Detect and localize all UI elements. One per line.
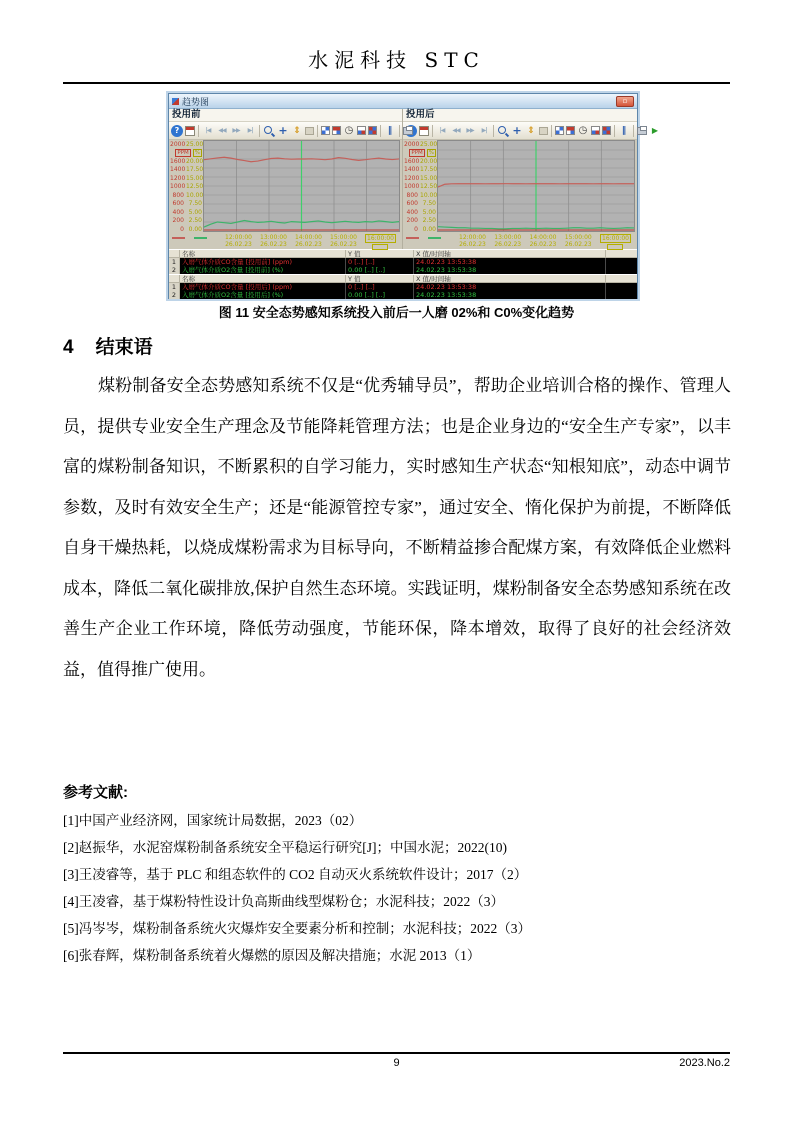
header-xvalue-cell: X 值/时间轴 [414, 275, 606, 282]
pct-tick: 0.00 [188, 225, 202, 233]
empty-cell [606, 266, 637, 274]
reference-item: [3]王凌睿等，基于 PLC 和组态软件的 CO2 自动灭火系统软件设计；2017（2） [63, 867, 528, 882]
pause-icon[interactable]: ‖ [387, 125, 393, 136]
axis-tick-row [404, 218, 436, 224]
header-name-cell: 名称 [180, 275, 346, 282]
x-label-time: 12:00:00 [225, 234, 252, 241]
panel-after-toolbar [403, 122, 659, 140]
axis-tick-row [170, 141, 202, 147]
toolbar-separator [633, 125, 634, 137]
header-yvalue-cell: Y 值 [346, 250, 414, 257]
x-axis-label [330, 234, 357, 250]
trend-data-table [169, 249, 637, 274]
panel-after-label: 投用后 [403, 109, 637, 122]
pct-unit-box: % [194, 149, 200, 156]
rewind-icon[interactable]: ◀◀ [218, 127, 226, 134]
axis-tick-row [170, 201, 202, 207]
scale-y-icon[interactable]: ⇕ [293, 125, 301, 136]
forward-icon[interactable]: ▶▶ [466, 127, 474, 134]
ppm-tick: 1200 [170, 174, 186, 182]
ppm-tick: 1000 [404, 183, 420, 190]
axis-tick-row [170, 167, 202, 173]
window-icon [172, 98, 179, 105]
go-first-icon[interactable]: |◀ [205, 127, 211, 134]
x-axis-label [600, 234, 631, 250]
layout-stack-icon[interactable] [368, 126, 377, 135]
go-first-icon[interactable]: |◀ [439, 127, 445, 134]
trend-data-table [169, 274, 637, 299]
yvalue-cell: 0 [..] [..] [346, 283, 414, 291]
toolbar-separator [259, 125, 260, 137]
x-label-time: 14:00:00 [295, 234, 322, 241]
print-icon[interactable] [637, 127, 647, 135]
ppm-tick: 2000 [170, 140, 186, 148]
pct-tick: 2.50 [188, 217, 202, 224]
pct-tick: 20.00 [186, 157, 204, 165]
axis-tick-row [404, 175, 436, 181]
section-title: 结束语 [95, 337, 153, 358]
panel-after-chart [403, 140, 637, 249]
x-label-date: 26.02.23 [529, 241, 557, 248]
rewind-icon[interactable]: ◀◀ [452, 127, 460, 134]
header-rule [63, 82, 730, 84]
time-window-icon[interactable]: ◷ [344, 125, 354, 136]
body-paragraph: 煤粉制备安全态势感知系统不仅是“优秀辅导员”，帮助企业培训合格的操作、管理人员，提供专业安全生产理念及节能降耗管理方法；也是企业身边的“安全生产专家”，以丰富的煤粉制备知识，不断累积的自学习能力，实时感知生产状态“知根知底”，动态中调节参数，及时有效安全生产；还是“能源管控专家”，通过安全、惰化保护为前提，不断降低自身干燥热耗，以烧成煤粉需求为目标导向，不断精益掺合配煤方案，有效降低企业燃料成本，降低二氧化碳排放,保护自然生态环境。实践证明，煤粉制备安全态势感知系统在改善生产企业工作环境，降低劳动强度，节能环保，降本增效，取得了良好的社会经济效益，值得推广使用。 [63, 376, 731, 679]
panel-row [169, 109, 659, 249]
date-range-icon[interactable] [419, 126, 429, 136]
pct-tick: 5.00 [188, 208, 202, 216]
axis-tick-row [404, 184, 436, 190]
references-list [63, 807, 683, 969]
trend-tables [169, 249, 637, 299]
window-title-bar[interactable] [169, 94, 637, 109]
x-label-time: 13:00:00 [260, 234, 287, 241]
legend-swatch [428, 237, 441, 239]
axis-tick-row [170, 192, 202, 198]
table-row[interactable] [169, 283, 637, 291]
header-num-cell [169, 275, 180, 282]
pct-tick: 12.50 [186, 183, 204, 190]
x-axis-labels [203, 233, 400, 250]
row-number-cell: 2 [169, 266, 180, 274]
pct-tick: 12.50 [420, 183, 438, 190]
table-row[interactable] [169, 291, 637, 299]
ppm-tick: 400 [406, 208, 418, 216]
axis-tick-row [170, 175, 202, 181]
x-axis-label [295, 234, 322, 250]
pause-icon[interactable]: ‖ [621, 125, 627, 136]
ppm-tick: 1000 [170, 183, 186, 190]
empty-cell [606, 291, 637, 299]
axis-tick-row [170, 184, 202, 190]
series-legend [172, 237, 207, 239]
toolbar-separator [380, 125, 381, 137]
axis-tick-row [404, 158, 436, 164]
xvalue-cell: 24.02.23 13:53:38 [414, 291, 606, 299]
ppm-tick: 0 [180, 225, 184, 233]
row-number-cell: 1 [169, 283, 180, 291]
ppm-tick: 600 [172, 200, 184, 207]
scale-y-icon[interactable]: ⇕ [527, 125, 535, 136]
snapshot-icon[interactable] [539, 127, 548, 135]
trend-plot-svg[interactable] [203, 140, 400, 232]
reference-item: [1]中国产业经济网，国家统计局数据，2023（02） [63, 813, 363, 828]
trend-plot-area[interactable] [437, 140, 635, 232]
table-header-row [169, 274, 637, 283]
help-icon[interactable]: ? [171, 125, 183, 137]
layout-grid-red-icon[interactable] [566, 126, 575, 135]
ppm-tick: 200 [406, 217, 418, 224]
toolbar-separator [198, 125, 199, 137]
pct-tick: 17.50 [186, 166, 204, 173]
trend-plot-svg[interactable] [437, 140, 635, 232]
pct-tick: 25.00 [420, 140, 438, 148]
go-last-icon[interactable]: ▶| [247, 127, 253, 134]
pct-tick: 15.00 [186, 174, 204, 182]
yvalue-cell: 0.00 [..] [..] [346, 291, 414, 299]
ppm-tick: 400 [172, 208, 184, 216]
time-window-icon[interactable]: ◷ [578, 125, 588, 136]
x-axis-label [459, 234, 486, 250]
section-number: 4 [63, 337, 74, 358]
panel-before-label: 投用前 [169, 109, 402, 122]
reference-item: [4]王凌睿，基于煤粉特性设计负高斯曲线型煤粉仓；水泥科技；2022（3） [63, 894, 504, 909]
series-legend [406, 237, 441, 239]
x-label-date: 26.02.23 [260, 241, 287, 248]
pct-tick: 10.00 [186, 191, 204, 199]
x-label-date: 26.02.23 [564, 241, 592, 248]
x-label-time: 13:00:00 [494, 234, 522, 241]
axis-tick-row [404, 141, 436, 147]
toolbar-separator [551, 125, 552, 137]
pct-tick: 10.00 [420, 191, 438, 199]
yvalue-cell: 0 [..] [..] [346, 258, 414, 266]
axis-unit-row [170, 150, 202, 156]
pct-tick: 2.50 [422, 217, 436, 224]
xvalue-cell: 24.02.23 13:53:38 [414, 283, 606, 291]
header-empty-cell [606, 250, 637, 257]
x-label-date: 26.02.23 [330, 241, 357, 248]
yvalue-cell: 0.00 [..] [..] [346, 266, 414, 274]
x-label-time: 15:00:00 [564, 234, 592, 241]
table-row[interactable] [169, 266, 637, 274]
close-button[interactable]: ▫ [616, 96, 634, 107]
x-label-date [372, 244, 388, 250]
pct-tick: 25.00 [186, 140, 204, 148]
window-title: 趋势图 [182, 97, 210, 108]
zoom-magnifier-icon[interactable] [497, 125, 509, 137]
pct-tick: 7.50 [188, 200, 202, 207]
page-number: 9 [393, 1057, 400, 1069]
panel-before-toolbar [169, 122, 402, 140]
pct-tick: 0.00 [422, 225, 436, 233]
panel-after [403, 109, 659, 249]
ppm-tick: 1600 [404, 157, 420, 165]
reference-item: [5]冯岑岑，煤粉制备系统火灾爆炸安全要素分析和控制；水泥科技；2022（3） [63, 921, 531, 936]
journal-header-title: 水泥科技 STC [308, 48, 485, 72]
ppm-tick: 800 [172, 191, 184, 199]
x-label-date: 26.02.23 [459, 241, 486, 248]
header-empty-cell [606, 275, 637, 282]
ppm-tick: 600 [406, 200, 418, 207]
ppm-unit-box: PPM [177, 149, 189, 156]
reference-item: [2]赵振华，水泥窑煤粉制备系统安全平稳运行研究[J]；中国水泥；2022(10) [63, 840, 507, 855]
legend-swatch [194, 237, 207, 239]
axis-tick-row [170, 226, 202, 232]
pct-tick: 20.00 [420, 157, 438, 165]
trend-window [168, 93, 659, 299]
ppm-tick: 800 [406, 191, 418, 199]
axis-unit-row [404, 150, 436, 156]
x-axis-label [225, 234, 252, 250]
name-cell: 入磨气体介质CO含量 [投用前] (ppm) [180, 258, 346, 266]
xvalue-cell: 24.02.23 13:53:38 [414, 258, 606, 266]
name-cell: 入磨气体介质CO含量 [投用后] (ppm) [180, 283, 346, 291]
axis-tick-row [404, 226, 436, 232]
x-axis-label [494, 234, 521, 250]
y-axis-gutter [169, 141, 203, 232]
trend-plot-area[interactable] [203, 140, 400, 232]
references-heading: 参考文献: [63, 784, 128, 801]
x-label-date: 26.02.23 [295, 241, 322, 248]
legend-swatch [172, 237, 185, 239]
x-label-time: 16:00:00 [367, 235, 394, 242]
references-section [63, 781, 683, 969]
pct-tick: 17.50 [420, 166, 438, 173]
print-icon[interactable] [403, 127, 413, 135]
ppm-tick: 1400 [404, 166, 420, 173]
x-label-date [607, 244, 623, 250]
x-axis-label [365, 234, 396, 250]
empty-cell [606, 258, 637, 266]
reference-item: [6]张春辉，煤粉制备系统着火爆燃的原因及解决措施；水泥 2013（1） [63, 948, 481, 963]
pan-cross-icon[interactable]: + [278, 124, 288, 137]
layout-grid-blue-icon[interactable] [555, 126, 564, 135]
ppm-tick: 1200 [404, 174, 420, 182]
header-num-cell [169, 250, 180, 257]
axis-tick-row [404, 209, 436, 215]
ppm-tick: 200 [172, 217, 184, 224]
zoom-magnifier-icon[interactable] [263, 125, 275, 137]
table-row[interactable] [169, 258, 637, 266]
y-axis-gutter [403, 141, 437, 232]
toolbar-separator [432, 125, 433, 137]
x-axis-labels [437, 233, 635, 250]
toolbar-separator [317, 125, 318, 137]
x-label-time: 15:00:00 [330, 234, 357, 241]
pct-tick: 7.50 [422, 200, 436, 207]
x-label-date: 26.02.23 [494, 241, 522, 248]
panel-before [169, 109, 403, 249]
pan-cross-icon[interactable]: + [512, 124, 522, 137]
x-label-time: 14:00:00 [529, 234, 557, 241]
pct-tick: 5.00 [422, 208, 436, 216]
header-yvalue-cell: Y 值 [346, 275, 414, 282]
export-icon[interactable]: ▶ [651, 126, 659, 135]
pct-unit-box: % [428, 149, 434, 156]
x-label-date: 26.02.23 [225, 241, 252, 248]
axis-tick-row [404, 192, 436, 198]
legend-swatch [406, 237, 419, 239]
xvalue-cell: 24.02.23 13:53:38 [414, 266, 606, 274]
layout-grid-red-icon[interactable] [332, 126, 341, 135]
axis-tick-row [170, 158, 202, 164]
pct-tick: 15.00 [420, 174, 438, 182]
header-name-cell: 名称 [180, 250, 346, 257]
ppm-tick: 1600 [170, 157, 186, 165]
ppm-tick: 1400 [170, 166, 186, 173]
axis-tick-row [170, 218, 202, 224]
layout-grid-blue-icon[interactable] [321, 126, 330, 135]
date-range-icon[interactable] [185, 126, 195, 136]
toolbar-separator [493, 125, 494, 137]
footer-rule [63, 1052, 730, 1054]
layout-tile-icon[interactable] [357, 126, 366, 135]
issue-number: 2023.No.2 [679, 1057, 730, 1069]
layout-stack-icon[interactable] [602, 126, 611, 135]
row-number-cell: 2 [169, 291, 180, 299]
go-last-icon[interactable]: ▶| [481, 127, 487, 134]
toolbar-separator [399, 125, 400, 137]
x-label-time: 16:00:00 [602, 235, 629, 242]
ppm-tick: 2000 [404, 140, 420, 148]
empty-cell [606, 283, 637, 291]
toolbar-separator [614, 125, 615, 137]
row-number-cell: 1 [169, 258, 180, 266]
axis-tick-row [170, 209, 202, 215]
x-axis-label [565, 234, 592, 250]
name-cell: 入磨气体介质O2含量 [投用前] (%) [180, 266, 346, 274]
axis-tick-row [404, 201, 436, 207]
x-axis-label [530, 234, 557, 250]
forward-icon[interactable]: ▶▶ [232, 127, 240, 134]
ppm-unit-box: PPM [411, 149, 423, 156]
section-heading [63, 332, 153, 359]
header-xvalue-cell: X 值/时间轴 [414, 250, 606, 257]
figure-caption: 图 11 安全态势感知系统投入前后一人磨 02%和 C0%变化趋势 [218, 305, 575, 320]
x-label-time: 12:00:00 [459, 234, 486, 241]
ppm-tick: 0 [414, 225, 418, 233]
panel-before-chart [169, 140, 402, 249]
axis-tick-row [404, 167, 436, 173]
snapshot-icon[interactable] [305, 127, 314, 135]
name-cell: 入磨气体介质O2含量 [投用后] (%) [180, 291, 346, 299]
table-header-row [169, 249, 637, 258]
x-axis-label [260, 234, 287, 250]
layout-tile-icon[interactable] [591, 126, 600, 135]
